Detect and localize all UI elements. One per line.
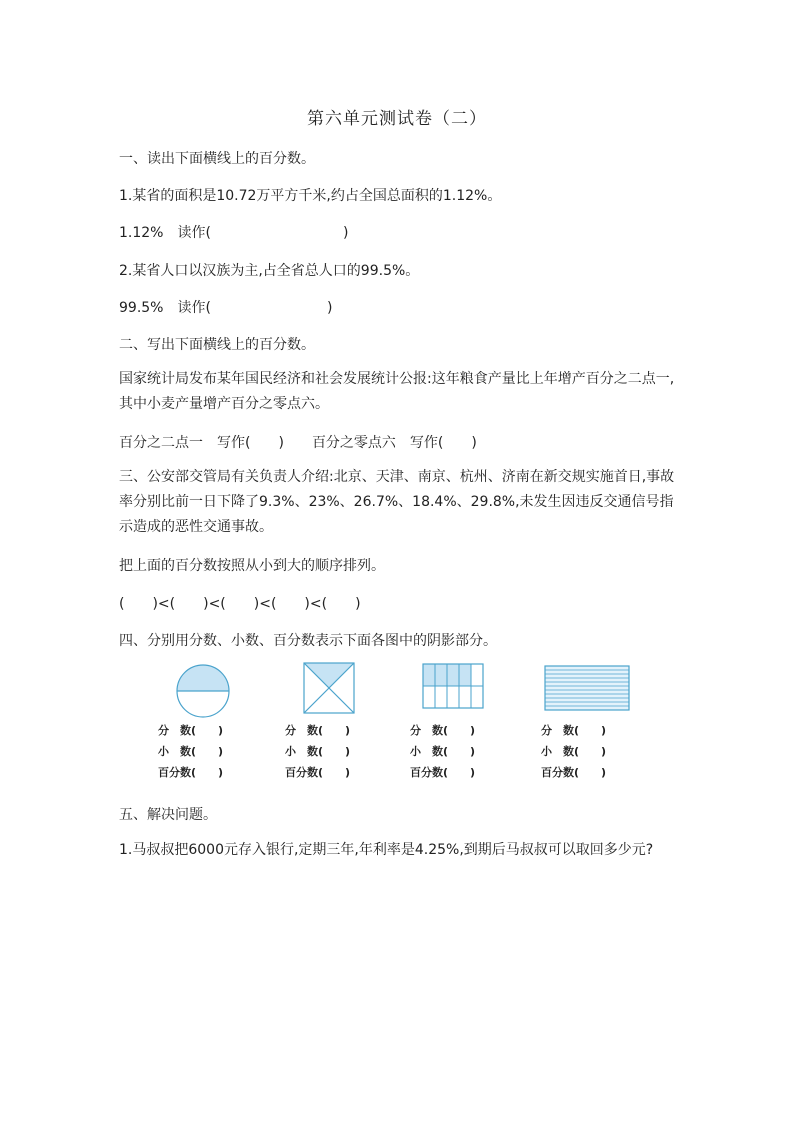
- fraction-label: 分 数( ): [410, 724, 476, 737]
- answer1-label: 1.12% 读作(: [119, 225, 211, 241]
- decimal-label: 小 数( ): [541, 745, 607, 758]
- grid-10-parts-4-shaded-icon: [422, 663, 484, 709]
- percent-label: 百分数( ): [158, 766, 224, 779]
- fraction-label: 分 数( ): [285, 724, 351, 737]
- decimal-label: 小 数( ): [285, 745, 351, 758]
- decimal-label: 小 数( ): [410, 745, 476, 758]
- section2-text: 国家统计局发布某年国民经济和社会发展统计公报:这年粮食产量比上年增产百分之二点一,其中小麦产量增产百分之零点六。: [119, 371, 675, 412]
- square-diagonals-one-quarter-shaded-icon: [303, 662, 355, 714]
- figure2-labels: [285, 720, 350, 783]
- page-title: 第六单元测试卷（二）: [307, 109, 487, 129]
- section4-heading: 四、分别用分数、小数、百分数表示下面各图中的阴影部分。: [119, 633, 497, 649]
- percent-label: 百分数( ): [410, 766, 476, 779]
- figure3-labels: [410, 720, 475, 783]
- section2-answer2: 百分之零点六 写作( ): [311, 435, 477, 451]
- percent-label: 百分数( ): [285, 766, 351, 779]
- section2-answer1: 百分之二点一 写作( ): [119, 435, 284, 451]
- section1-heading: 一、读出下面横线上的百分数。: [119, 151, 315, 167]
- answer2-close: ): [326, 300, 333, 316]
- section2-answers: [119, 432, 477, 452]
- figure1-labels: [158, 720, 223, 783]
- section3-instruction: 把上面的百分数按照从小到大的顺序排列。: [119, 558, 385, 574]
- section3-text: 三、公安部交管局有关负责人介绍:北京、天津、南京、杭州、济南在新交规实施首日,事故率分别比前一日下降了9.3%、23%、26.7%、18.4%、29.8%,未发生因违反交通信号指示造成的恶性交通事故。: [119, 469, 675, 535]
- decimal-label: 小 数( ): [158, 745, 224, 758]
- section5-question1: 1.马叔叔把6000元存入银行,定期三年,年利率是4.25%,到期后马叔叔可以取回多少元?: [119, 842, 654, 858]
- circle-half-shaded-icon: [175, 663, 231, 719]
- section1-question2: 2.某省人口以汉族为主,占全省总人口的99.5%。: [119, 263, 420, 279]
- section1-answer1: [119, 222, 348, 242]
- answer2-label: 99.5% 读作(: [119, 300, 211, 316]
- section1-answer2: [119, 297, 332, 317]
- section2-heading: 二、写出下面横线上的百分数。: [119, 337, 315, 353]
- section3-ordering: ( )<( )<( )<( )<( ): [119, 596, 361, 612]
- section1-question1: 1.某省的面积是10.72万平方千米,约占全国总面积的1.12%。: [119, 188, 502, 204]
- figure4-labels: [541, 720, 606, 783]
- percent-label: 百分数( ): [541, 766, 607, 779]
- striped-rectangle-full-icon: [544, 665, 630, 711]
- section5-heading: 五、解决问题。: [119, 807, 217, 823]
- answer1-close: ): [342, 225, 349, 241]
- fraction-label: 分 数( ): [541, 724, 607, 737]
- fraction-label: 分 数( ): [158, 724, 224, 737]
